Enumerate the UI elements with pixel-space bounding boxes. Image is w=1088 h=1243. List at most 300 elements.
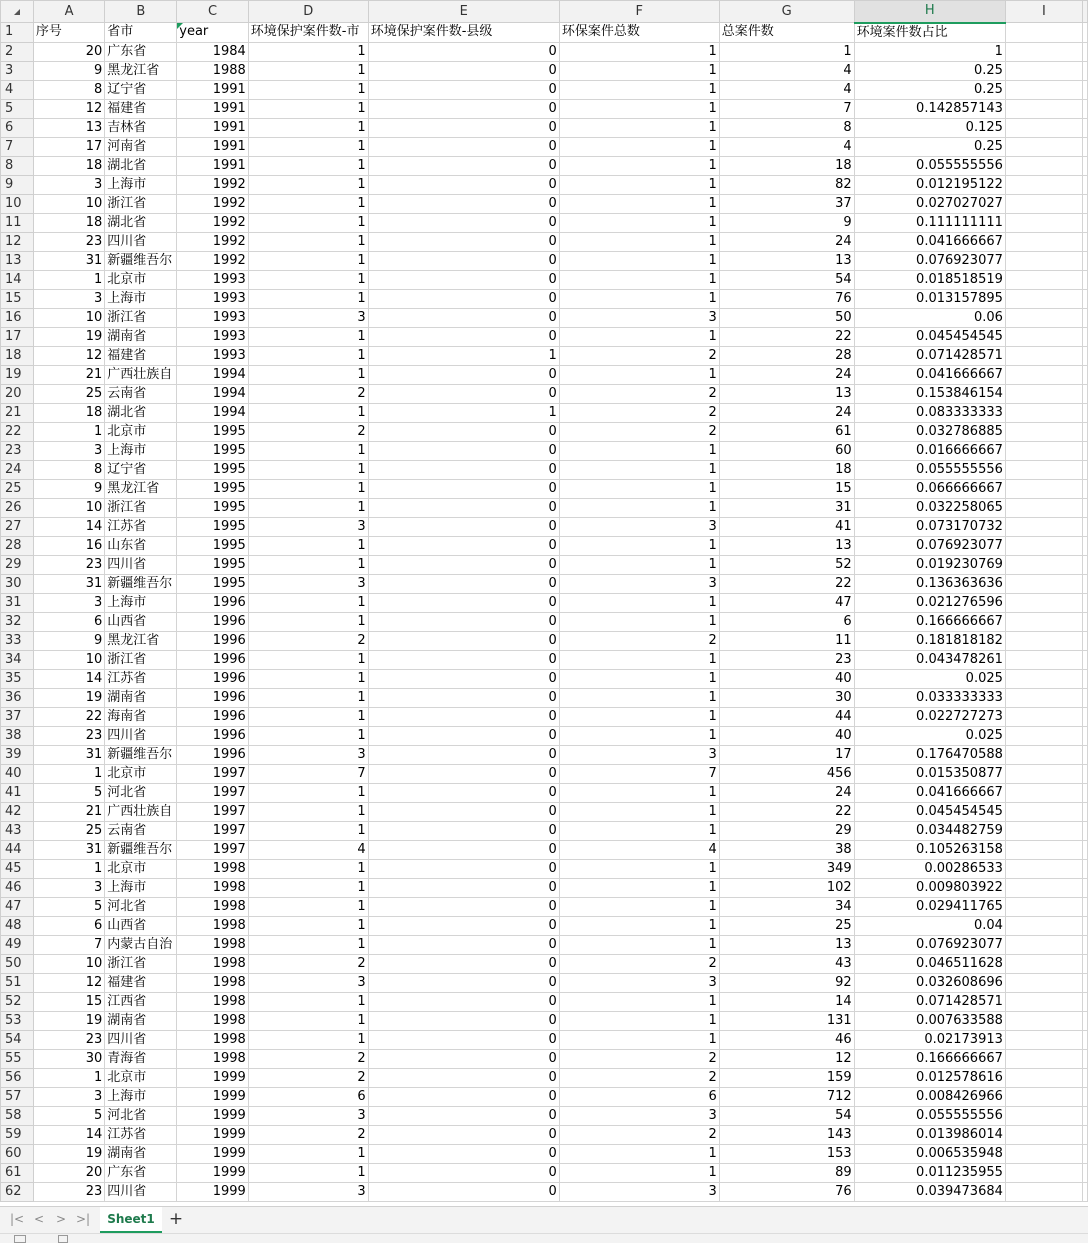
cell[interactable]: 0 xyxy=(368,1125,559,1144)
row-number[interactable]: 58 xyxy=(1,1106,34,1125)
cell[interactable]: 0.055555556 xyxy=(854,1106,1005,1125)
cell[interactable]: 青海省 xyxy=(105,1049,177,1068)
cell[interactable]: 0.016666667 xyxy=(854,441,1005,460)
cell[interactable]: 0 xyxy=(368,99,559,118)
cell[interactable]: 浙江省 xyxy=(105,194,177,213)
cell[interactable]: 0.009803922 xyxy=(854,878,1005,897)
cell[interactable]: 吉林省 xyxy=(105,118,177,137)
cell[interactable]: 0 xyxy=(368,593,559,612)
cell[interactable]: 2 xyxy=(559,422,719,441)
cell[interactable]: 61 xyxy=(719,422,854,441)
cell[interactable]: 0 xyxy=(368,897,559,916)
cell[interactable]: 0.013157895 xyxy=(854,289,1005,308)
cell[interactable]: 0.015350877 xyxy=(854,764,1005,783)
cell[interactable]: 1991 xyxy=(177,118,249,137)
cell[interactable]: 1 xyxy=(559,61,719,80)
cell[interactable]: 0 xyxy=(368,631,559,650)
column-header-e[interactable]: E xyxy=(368,1,559,23)
cell[interactable]: 1998 xyxy=(177,878,249,897)
cell[interactable]: 江西省 xyxy=(105,992,177,1011)
cell[interactable]: 1993 xyxy=(177,346,249,365)
row-number[interactable]: 13 xyxy=(1,251,34,270)
cell[interactable]: 1 xyxy=(248,289,368,308)
cell[interactable]: 0 xyxy=(368,992,559,1011)
cell[interactable]: 1999 xyxy=(177,1163,249,1182)
cell[interactable]: 0 xyxy=(368,251,559,270)
cell[interactable]: 89 xyxy=(719,1163,854,1182)
cell[interactable] xyxy=(1083,1125,1088,1144)
cell[interactable]: 1 xyxy=(248,346,368,365)
column-header-d[interactable]: D xyxy=(248,1,368,23)
cell[interactable]: 广东省 xyxy=(105,1163,177,1182)
cell[interactable]: 1997 xyxy=(177,783,249,802)
cell[interactable]: 1998 xyxy=(177,1030,249,1049)
cell[interactable]: 16 xyxy=(33,536,104,555)
cell[interactable]: 1984 xyxy=(177,42,249,61)
cell[interactable] xyxy=(1083,1106,1088,1125)
cell[interactable] xyxy=(1005,1182,1082,1201)
cell[interactable]: 0.032608696 xyxy=(854,973,1005,992)
cell[interactable]: 1 xyxy=(559,1144,719,1163)
cell[interactable]: 3 xyxy=(559,1182,719,1201)
cell[interactable]: 1 xyxy=(248,555,368,574)
header-cell[interactable]: 环保案件总数 xyxy=(559,23,719,43)
row-number[interactable]: 60 xyxy=(1,1144,34,1163)
row-number[interactable]: 44 xyxy=(1,840,34,859)
first-sheet-button[interactable]: |< xyxy=(9,1212,25,1226)
cell[interactable] xyxy=(1005,346,1082,365)
cell[interactable] xyxy=(1083,821,1088,840)
cell[interactable]: 14 xyxy=(33,669,104,688)
cell[interactable] xyxy=(1083,137,1088,156)
cell[interactable]: 1 xyxy=(248,821,368,840)
cell[interactable]: 上海市 xyxy=(105,878,177,897)
cell[interactable] xyxy=(1083,935,1088,954)
cell[interactable]: 1999 xyxy=(177,1106,249,1125)
row-number[interactable]: 4 xyxy=(1,80,34,99)
cell[interactable]: 1995 xyxy=(177,517,249,536)
cell[interactable]: 1998 xyxy=(177,859,249,878)
cell[interactable] xyxy=(1083,346,1088,365)
row-number[interactable]: 39 xyxy=(1,745,34,764)
cell[interactable]: 4 xyxy=(248,840,368,859)
cell[interactable]: 辽宁省 xyxy=(105,460,177,479)
row-number[interactable]: 52 xyxy=(1,992,34,1011)
cell[interactable]: 1 xyxy=(559,1011,719,1030)
cell[interactable]: 0 xyxy=(368,954,559,973)
cell[interactable] xyxy=(1005,878,1082,897)
cell[interactable] xyxy=(1083,213,1088,232)
cell[interactable]: 0 xyxy=(368,1106,559,1125)
cell[interactable]: 1995 xyxy=(177,574,249,593)
cell[interactable]: 7 xyxy=(719,99,854,118)
cell[interactable] xyxy=(1083,441,1088,460)
cell[interactable]: 0.02173913 xyxy=(854,1030,1005,1049)
cell[interactable]: 143 xyxy=(719,1125,854,1144)
cell[interactable]: 2 xyxy=(248,384,368,403)
cell[interactable] xyxy=(1005,783,1082,802)
cell[interactable]: 1 xyxy=(559,80,719,99)
cell[interactable]: 新疆维吾尔 xyxy=(105,840,177,859)
cell[interactable] xyxy=(1005,536,1082,555)
cell[interactable] xyxy=(1083,574,1088,593)
cell[interactable]: 1 xyxy=(248,251,368,270)
cell[interactable]: 0 xyxy=(368,783,559,802)
cell[interactable] xyxy=(1083,1087,1088,1106)
cell[interactable]: 1 xyxy=(559,175,719,194)
cell[interactable]: 1992 xyxy=(177,175,249,194)
cell[interactable] xyxy=(1005,574,1082,593)
cell[interactable]: 福建省 xyxy=(105,346,177,365)
cell[interactable]: 1998 xyxy=(177,916,249,935)
sheet-tab-sheet1[interactable]: Sheet1 xyxy=(100,1207,162,1233)
cell[interactable]: 14 xyxy=(33,1125,104,1144)
cell[interactable]: 0.046511628 xyxy=(854,954,1005,973)
cell[interactable] xyxy=(1005,42,1082,61)
cell[interactable]: 1996 xyxy=(177,612,249,631)
cell[interactable]: 四川省 xyxy=(105,232,177,251)
cell[interactable]: 1 xyxy=(559,1163,719,1182)
cell[interactable] xyxy=(1005,1030,1082,1049)
cell[interactable]: 0.066666667 xyxy=(854,479,1005,498)
cell[interactable]: 0.019230769 xyxy=(854,555,1005,574)
next-sheet-button[interactable]: > xyxy=(55,1212,67,1226)
cell[interactable]: 0.25 xyxy=(854,61,1005,80)
cell[interactable]: 2 xyxy=(248,631,368,650)
cell[interactable]: 1 xyxy=(248,1011,368,1030)
cell[interactable] xyxy=(1083,1030,1088,1049)
cell[interactable]: 0 xyxy=(368,669,559,688)
cell[interactable] xyxy=(1083,289,1088,308)
cell[interactable]: 4 xyxy=(719,61,854,80)
cell[interactable] xyxy=(1083,498,1088,517)
cell[interactable]: 1993 xyxy=(177,327,249,346)
row-number[interactable]: 6 xyxy=(1,118,34,137)
cell[interactable]: 浙江省 xyxy=(105,498,177,517)
cell[interactable]: 6 xyxy=(33,916,104,935)
cell[interactable] xyxy=(1083,878,1088,897)
cell[interactable]: 1996 xyxy=(177,593,249,612)
cell[interactable]: 福建省 xyxy=(105,973,177,992)
cell[interactable]: 0 xyxy=(368,802,559,821)
cell[interactable]: 1997 xyxy=(177,821,249,840)
cell[interactable] xyxy=(1005,688,1082,707)
cell[interactable]: 6 xyxy=(719,612,854,631)
cell[interactable]: 5 xyxy=(33,1106,104,1125)
cell[interactable]: 6 xyxy=(248,1087,368,1106)
cell[interactable]: 1 xyxy=(559,479,719,498)
cell[interactable]: 7 xyxy=(33,935,104,954)
cell[interactable]: 2 xyxy=(559,1049,719,1068)
cell[interactable]: 15 xyxy=(719,479,854,498)
cell[interactable] xyxy=(1005,555,1082,574)
cell[interactable]: 1 xyxy=(248,593,368,612)
cell[interactable]: 5 xyxy=(33,783,104,802)
cell[interactable] xyxy=(1083,897,1088,916)
row-number[interactable]: 17 xyxy=(1,327,34,346)
cell[interactable]: 0.041666667 xyxy=(854,365,1005,384)
cell[interactable]: 18 xyxy=(33,403,104,422)
cell[interactable]: 153 xyxy=(719,1144,854,1163)
cell[interactable]: 江苏省 xyxy=(105,1125,177,1144)
cell[interactable]: 3 xyxy=(33,593,104,612)
cell[interactable]: 广西壮族自 xyxy=(105,365,177,384)
cell[interactable]: 1 xyxy=(559,327,719,346)
cell[interactable]: 0.166666667 xyxy=(854,612,1005,631)
cell[interactable] xyxy=(1005,1011,1082,1030)
cell[interactable]: 2 xyxy=(559,403,719,422)
cell[interactable]: 2 xyxy=(559,1068,719,1087)
row-number[interactable]: 25 xyxy=(1,479,34,498)
cell[interactable]: 1 xyxy=(368,346,559,365)
row-number[interactable]: 7 xyxy=(1,137,34,156)
row-number[interactable]: 59 xyxy=(1,1125,34,1144)
cell[interactable] xyxy=(1083,99,1088,118)
cell[interactable]: 1 xyxy=(719,42,854,61)
cell[interactable] xyxy=(1083,42,1088,61)
cell[interactable]: 3 xyxy=(559,973,719,992)
cell[interactable]: 1 xyxy=(248,1030,368,1049)
cell[interactable]: 30 xyxy=(719,688,854,707)
header-cell[interactable] xyxy=(1005,23,1082,43)
cell[interactable]: 1999 xyxy=(177,1182,249,1201)
cell[interactable]: 2 xyxy=(248,1068,368,1087)
cell[interactable]: 0 xyxy=(368,745,559,764)
row-number[interactable]: 3 xyxy=(1,61,34,80)
cell[interactable]: 0.043478261 xyxy=(854,650,1005,669)
cell[interactable] xyxy=(1005,403,1082,422)
cell[interactable]: 18 xyxy=(719,460,854,479)
cell[interactable]: 1997 xyxy=(177,840,249,859)
cell[interactable]: 3 xyxy=(248,1106,368,1125)
cell[interactable]: 14 xyxy=(719,992,854,1011)
cell[interactable] xyxy=(1005,422,1082,441)
cell[interactable]: 21 xyxy=(33,802,104,821)
row-number[interactable]: 42 xyxy=(1,802,34,821)
cell[interactable] xyxy=(1083,992,1088,1011)
cell[interactable]: 1995 xyxy=(177,441,249,460)
cell[interactable]: 河北省 xyxy=(105,897,177,916)
cell[interactable]: 159 xyxy=(719,1068,854,1087)
row-number[interactable]: 21 xyxy=(1,403,34,422)
cell[interactable]: 1 xyxy=(559,726,719,745)
cell[interactable]: 1 xyxy=(248,992,368,1011)
row-number[interactable]: 35 xyxy=(1,669,34,688)
cell[interactable] xyxy=(1005,935,1082,954)
cell[interactable]: 0 xyxy=(368,859,559,878)
row-number[interactable]: 54 xyxy=(1,1030,34,1049)
cell[interactable]: 0.025 xyxy=(854,669,1005,688)
cell[interactable]: 1 xyxy=(559,156,719,175)
cell[interactable] xyxy=(1005,80,1082,99)
cell[interactable]: 41 xyxy=(719,517,854,536)
cell[interactable]: 0 xyxy=(368,1163,559,1182)
cell[interactable]: 1992 xyxy=(177,194,249,213)
cell[interactable]: 1 xyxy=(33,422,104,441)
cell[interactable] xyxy=(1083,118,1088,137)
cell[interactable]: 1 xyxy=(33,859,104,878)
header-cell[interactable]: 环境保护案件数-市 xyxy=(248,23,368,43)
cell[interactable]: 8 xyxy=(33,80,104,99)
cell[interactable] xyxy=(1083,745,1088,764)
cell[interactable]: 11 xyxy=(719,631,854,650)
cell[interactable]: 0.027027027 xyxy=(854,194,1005,213)
cell[interactable]: 黑龙江省 xyxy=(105,631,177,650)
cell[interactable]: 1 xyxy=(559,916,719,935)
cell[interactable] xyxy=(1005,118,1082,137)
cell[interactable]: 0.012195122 xyxy=(854,175,1005,194)
cell[interactable] xyxy=(1005,726,1082,745)
cell[interactable]: 0 xyxy=(368,650,559,669)
cell[interactable]: 7 xyxy=(559,764,719,783)
cell[interactable]: 1 xyxy=(559,650,719,669)
cell[interactable]: 江苏省 xyxy=(105,517,177,536)
cell[interactable]: 1 xyxy=(248,479,368,498)
cell[interactable]: 0 xyxy=(368,935,559,954)
cell[interactable]: 1 xyxy=(248,802,368,821)
cell[interactable]: 0.025 xyxy=(854,726,1005,745)
cell[interactable]: 0 xyxy=(368,840,559,859)
row-number[interactable]: 34 xyxy=(1,650,34,669)
cell[interactable]: 1 xyxy=(559,460,719,479)
cell[interactable]: 1 xyxy=(248,137,368,156)
cell[interactable] xyxy=(1005,289,1082,308)
cell[interactable]: 1 xyxy=(559,99,719,118)
cell[interactable]: 北京市 xyxy=(105,764,177,783)
cell[interactable]: 12 xyxy=(33,99,104,118)
cell[interactable]: 广东省 xyxy=(105,42,177,61)
cell[interactable]: 0.022727273 xyxy=(854,707,1005,726)
cell[interactable]: 24 xyxy=(719,783,854,802)
cell[interactable]: 13 xyxy=(719,935,854,954)
cell[interactable]: 3 xyxy=(248,973,368,992)
cell[interactable]: 1 xyxy=(559,232,719,251)
cell[interactable]: 18 xyxy=(33,213,104,232)
cell[interactable]: 1 xyxy=(248,859,368,878)
cell[interactable]: 1 xyxy=(248,365,368,384)
cell[interactable] xyxy=(1005,1087,1082,1106)
cell[interactable]: 1997 xyxy=(177,764,249,783)
cell[interactable]: 9 xyxy=(33,631,104,650)
cell[interactable]: 44 xyxy=(719,707,854,726)
cell[interactable]: 北京市 xyxy=(105,422,177,441)
cell[interactable] xyxy=(1083,840,1088,859)
cell[interactable]: 江苏省 xyxy=(105,669,177,688)
cell[interactable] xyxy=(1083,365,1088,384)
cell[interactable]: 3 xyxy=(559,1106,719,1125)
cell[interactable]: 0.111111111 xyxy=(854,213,1005,232)
cell[interactable]: 1 xyxy=(559,612,719,631)
cell[interactable]: 1 xyxy=(559,42,719,61)
cell[interactable]: 10 xyxy=(33,650,104,669)
row-number[interactable]: 16 xyxy=(1,308,34,327)
cell[interactable] xyxy=(1005,327,1082,346)
cell[interactable]: 8 xyxy=(719,118,854,137)
cell[interactable]: 712 xyxy=(719,1087,854,1106)
cell[interactable]: 1 xyxy=(559,688,719,707)
cell[interactable]: 0 xyxy=(368,422,559,441)
cell[interactable]: 3 xyxy=(559,517,719,536)
cell[interactable]: 1 xyxy=(368,403,559,422)
cell[interactable]: 0.176470588 xyxy=(854,745,1005,764)
cell[interactable]: 1995 xyxy=(177,460,249,479)
cell[interactable]: 1 xyxy=(248,460,368,479)
cell[interactable]: 2 xyxy=(559,346,719,365)
cell[interactable] xyxy=(1083,194,1088,213)
cell[interactable]: 0.181818182 xyxy=(854,631,1005,650)
cell[interactable]: 1999 xyxy=(177,1144,249,1163)
cell[interactable]: 7 xyxy=(248,764,368,783)
cell[interactable]: 0.055555556 xyxy=(854,156,1005,175)
cell[interactable]: 17 xyxy=(33,137,104,156)
cell[interactable]: 92 xyxy=(719,973,854,992)
cell[interactable] xyxy=(1005,954,1082,973)
cell[interactable] xyxy=(1005,517,1082,536)
cell[interactable]: 18 xyxy=(33,156,104,175)
row-number[interactable]: 5 xyxy=(1,99,34,118)
cell[interactable]: 1 xyxy=(248,441,368,460)
cell[interactable]: 10 xyxy=(33,194,104,213)
cell[interactable]: 0 xyxy=(368,1068,559,1087)
cell[interactable] xyxy=(1083,707,1088,726)
cell[interactable]: 0 xyxy=(368,308,559,327)
cell[interactable]: 37 xyxy=(719,194,854,213)
cell[interactable]: 新疆维吾尔 xyxy=(105,574,177,593)
cell[interactable]: 19 xyxy=(33,1144,104,1163)
cell[interactable]: 0 xyxy=(368,118,559,137)
cell[interactable] xyxy=(1005,631,1082,650)
cell[interactable]: 40 xyxy=(719,726,854,745)
column-header-h[interactable]: H xyxy=(854,1,1005,23)
cell[interactable] xyxy=(1083,555,1088,574)
cell[interactable] xyxy=(1005,802,1082,821)
cell[interactable]: 湖南省 xyxy=(105,1144,177,1163)
cell[interactable] xyxy=(1083,593,1088,612)
cell[interactable]: 湖北省 xyxy=(105,213,177,232)
cell[interactable]: 1 xyxy=(248,80,368,99)
cell[interactable] xyxy=(1083,726,1088,745)
header-cell[interactable]: 环境案件数占比 xyxy=(854,23,1005,43)
cell[interactable]: 47 xyxy=(719,593,854,612)
header-cell[interactable] xyxy=(177,23,249,43)
cell[interactable]: 四川省 xyxy=(105,1182,177,1201)
cell[interactable]: 1993 xyxy=(177,270,249,289)
cell[interactable] xyxy=(1083,612,1088,631)
cell[interactable] xyxy=(1083,156,1088,175)
cell[interactable] xyxy=(1005,973,1082,992)
cell[interactable]: 湖南省 xyxy=(105,1011,177,1030)
cell[interactable]: 54 xyxy=(719,1106,854,1125)
cell[interactable] xyxy=(1005,1144,1082,1163)
row-number[interactable]: 2 xyxy=(1,42,34,61)
cell[interactable]: 18 xyxy=(719,156,854,175)
cell[interactable]: 0 xyxy=(368,878,559,897)
cell[interactable]: 22 xyxy=(719,574,854,593)
row-number[interactable]: 47 xyxy=(1,897,34,916)
cell[interactable]: 13 xyxy=(719,251,854,270)
row-number[interactable]: 22 xyxy=(1,422,34,441)
row-number[interactable]: 1 xyxy=(1,23,34,43)
header-cell[interactable]: 省市 xyxy=(105,23,177,43)
cell[interactable]: 1 xyxy=(248,783,368,802)
cell[interactable]: 1 xyxy=(248,1144,368,1163)
cell[interactable]: 1998 xyxy=(177,897,249,916)
cell[interactable]: 河北省 xyxy=(105,783,177,802)
cell[interactable]: 1999 xyxy=(177,1068,249,1087)
cell[interactable]: 40 xyxy=(719,669,854,688)
cell[interactable]: 1 xyxy=(248,270,368,289)
cell[interactable]: 25 xyxy=(33,821,104,840)
